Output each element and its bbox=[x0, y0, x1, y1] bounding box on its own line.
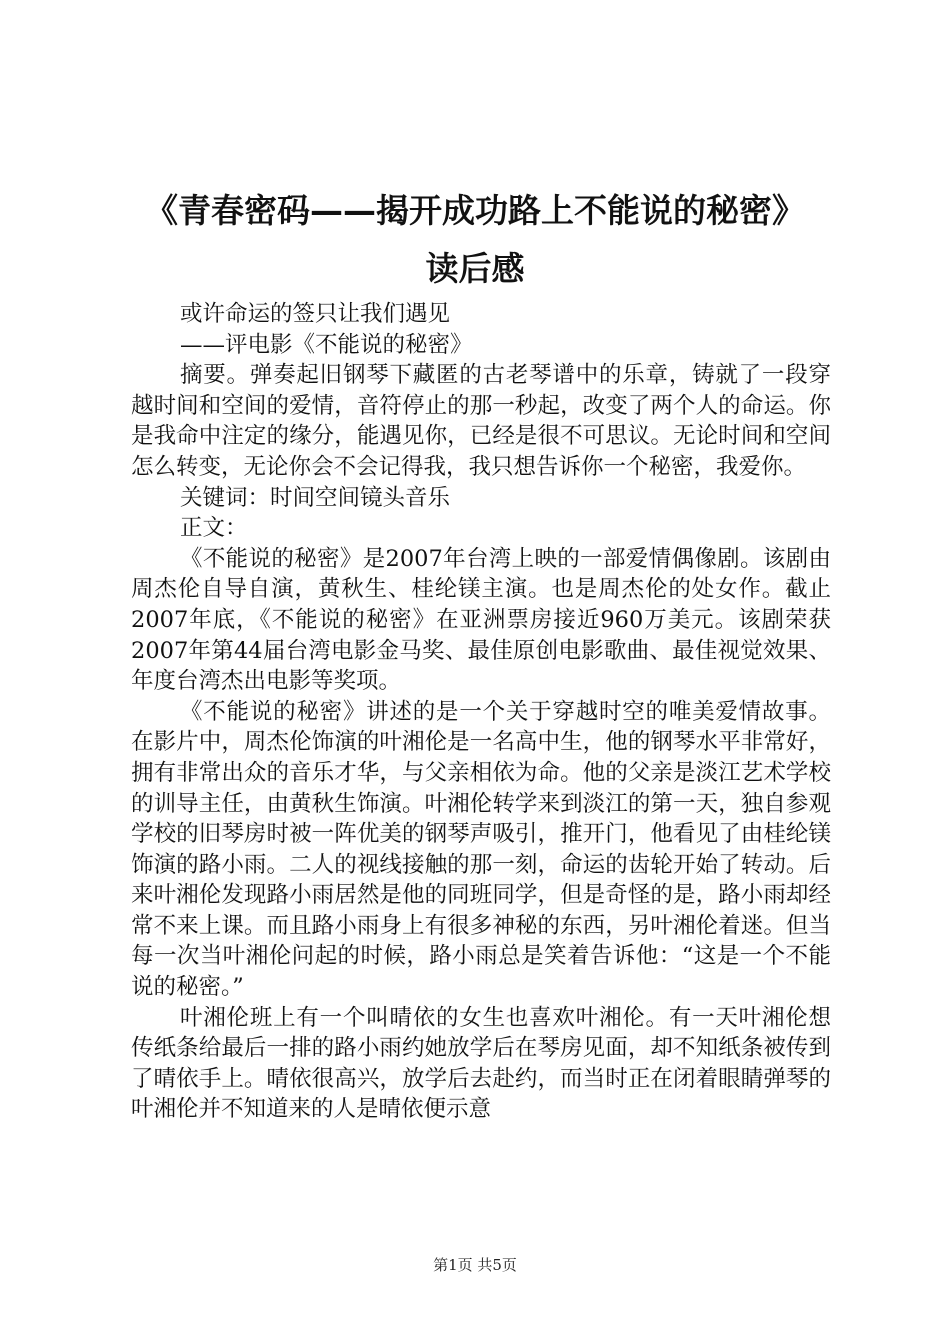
page-footer: 第1页 共5页 bbox=[433, 1256, 517, 1274]
body-paragraph: 《不能说的秘密》讲述的是一个关于穿越时空的唯美爱情故事。在影片中，周杰伦饰演的叶湘伦是一名高中生，他的钢琴水平非常好，拥有非常出众的音乐才华，与父亲相依为命。他的父亲是淡江艺术学校的训导主任，由黄秋生饰演。叶湘伦转学来到淡江的第一天，独自参观学校的旧琴房时被一阵优美的钢琴声吸引，推开门，他看见了由桂纶镁饰演的路小雨。二人的视线接触的那一刻，命运的齿轮开始了转动。后来叶湘伦发现路小雨居然是他的同班同学，但是奇怪的是，路小雨却经常不来上课。而且路小雨身上有很多神秘的东西，另叶湘伦着迷。但当每一次当叶湘伦问起的时候，路小雨总是笑着告诉他：“这是一个不能说的秘密。” bbox=[131, 698, 831, 1001]
document-title-line-2: 读后感 bbox=[425, 249, 525, 288]
document-title-line-1: 《青春密码——揭开成功路上不能说的秘密》 bbox=[145, 191, 805, 230]
body-heading: 正文： bbox=[180, 515, 248, 542]
keywords-line: 关键词：时间空间镜头音乐 bbox=[180, 484, 451, 511]
abstract-paragraph: 摘要。弹奏起旧钢琴下藏匿的古老琴谱中的乐章，铸就了一段穿越时间和空间的爱情，音符停止的那一秒起，改变了两个人的命运。你是我命中注定的缘分，能遇见你，已经是很不可思议。无论时间和空间怎么转变，无论你会不会记得我，我只想告诉你一个秘密，我爱你。 bbox=[131, 362, 831, 480]
body-paragraph: 叶湘伦班上有一个叫晴依的女生也喜欢叶湘伦。有一天叶湘伦想传纸条给最后一排的路小雨约她放学后在琴房见面，却不知纸条被传到了晴依手上。晴依很高兴，放学后去赴约，而当时正在闭着眼睛弹琴的叶湘伦并不知道来的人是晴依便示意 bbox=[131, 1004, 831, 1123]
document-body bbox=[131, 299, 831, 1125]
subtitle-review-line: ——评电影《不能说的秘密》 bbox=[180, 331, 473, 358]
body-paragraph: 《不能说的秘密》是2007年台湾上映的一部爱情偶像剧。该剧由周杰伦自导自演，黄秋生、桂纶镁主演。也是周杰伦的处女作。截止2007年底，《不能说的秘密》在亚洲票房接近960万美元。该剧荣获2007年第44届台湾电影金马奖、最佳原创电影歌曲、最佳视觉效果、年度台湾杰出电影等奖项。 bbox=[131, 545, 831, 695]
subtitle-line: 或许命运的签只让我们遇见 bbox=[180, 301, 451, 327]
